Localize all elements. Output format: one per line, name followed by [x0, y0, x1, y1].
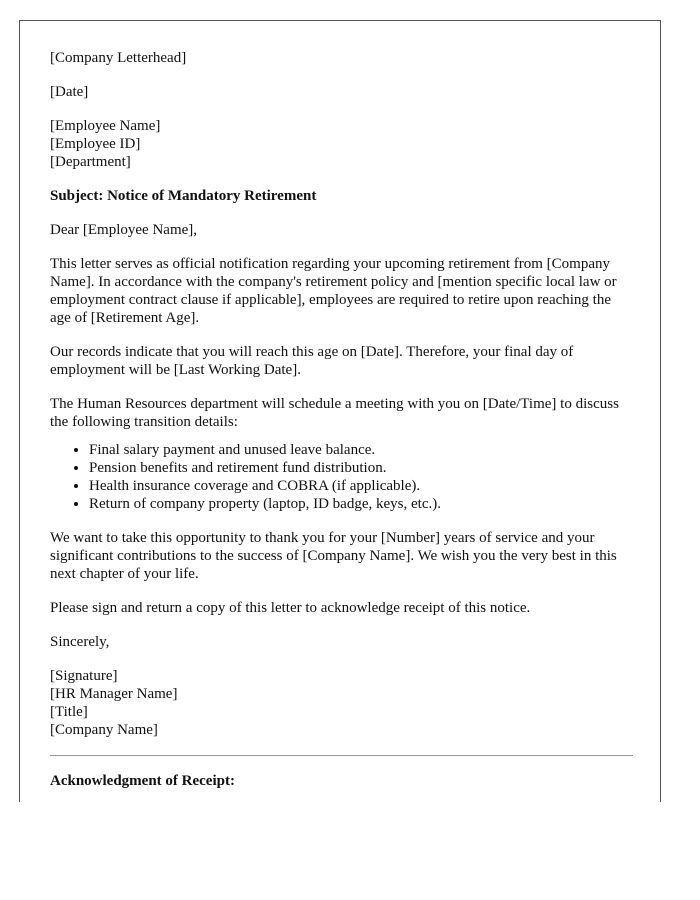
recipient-name: [Employee Name] — [50, 118, 161, 134]
signature-placeholder: [Signature] — [50, 668, 118, 684]
list-item: • Final salary payment and unused leave balance. — [89, 441, 635, 459]
signature-block — [50, 667, 635, 739]
recipient-id: [Employee ID] — [50, 136, 141, 152]
transition-details-list — [50, 441, 635, 513]
paragraph-sign-request: Please sign and return a copy of this letter to acknowledge receipt of this notice. — [50, 600, 531, 616]
letter-page — [19, 20, 661, 802]
list-item: • Pension benefits and retirement fund distribution. — [89, 459, 635, 477]
hr-manager-name: [HR Manager Name] — [50, 686, 178, 702]
letter-subject: Subject: Notice of Mandatory Retirement — [50, 188, 317, 204]
section-divider — [50, 755, 633, 756]
letter-content — [50, 49, 635, 802]
list-item: • Health insurance coverage and COBRA (if applicable). — [89, 477, 635, 495]
paragraph-dates: Our records indicate that you will reach this age on [Date]. Therefore, your final day of employment will be [Last Working Date]. — [50, 344, 574, 378]
recipient-block — [50, 117, 635, 171]
list-item: • Return of company property (laptop, ID badge, keys, etc.). — [89, 495, 635, 513]
closing: Sincerely, — [50, 634, 110, 650]
acknowledgment-heading: Acknowledgment of Receipt: — [50, 773, 235, 789]
recipient-department: [Department] — [50, 154, 131, 170]
paragraph-notification: This letter serves as official notification regarding your upcoming retirement from [Company Name]. In accordance with the company's retirement policy and [mention specific local law or employment contract clause if applicable], employees are required to retire upon reaching the age of [Retirement Age]. — [50, 256, 617, 326]
letter-date: [Date] — [50, 84, 89, 100]
salutation: Dear [Employee Name], — [50, 222, 198, 238]
paragraph-meeting: The Human Resources department will schedule a meeting with you on [Date/Time] to discuss the following transition details: — [50, 396, 619, 430]
paragraph-thanks: We want to take this opportunity to thank you for your [Number] years of service and your significant contributions to the success of [Company Name]. We wish you the very best in this next chapter of your life. — [50, 530, 617, 582]
signer-title: [Title] — [50, 704, 88, 720]
signer-company: [Company Name] — [50, 722, 158, 738]
company-letterhead: [Company Letterhead] — [50, 50, 187, 66]
